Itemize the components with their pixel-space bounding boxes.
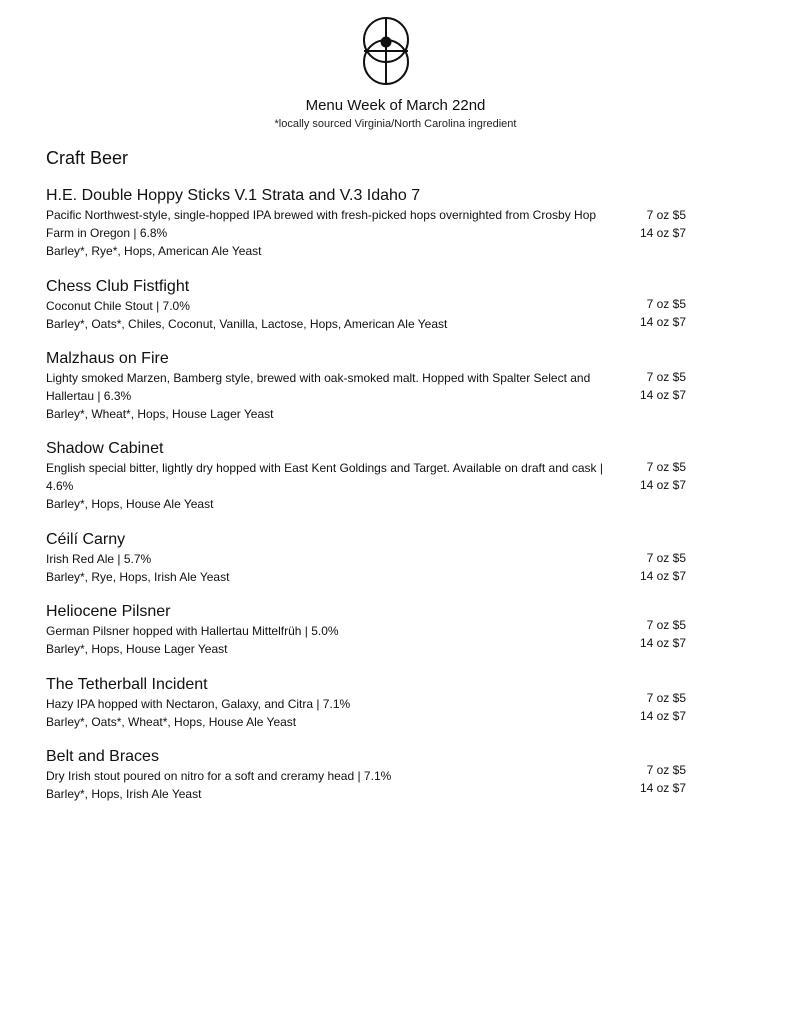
price-small: 7 oz $5 [646, 618, 686, 632]
beer-ingredients: Barley*, Rye, Hops, Irish Ale Yeast [46, 570, 230, 584]
beer-prices [606, 689, 686, 725]
beer-name: Chess Club Fistfight [46, 278, 190, 295]
menu-subtitle: *locally sourced Virginia/North Carolina ingredient [274, 118, 517, 130]
beer-prices [606, 458, 686, 494]
price-large: 14 oz $7 [639, 781, 686, 795]
price-large: 14 oz $7 [639, 709, 686, 723]
section-title-craft-beer: Craft Beer [46, 148, 129, 168]
beer-name: Céilí Carny [46, 531, 126, 548]
beer-prices [606, 295, 686, 331]
price-small: 7 oz $5 [646, 297, 686, 311]
price-small: 7 oz $5 [646, 691, 686, 705]
price-large: 14 oz $7 [639, 636, 686, 650]
beer-prices [606, 761, 686, 797]
menu-title: Menu Week of March 22nd [305, 97, 486, 114]
price-large: 14 oz $7 [639, 388, 686, 402]
brewery-logo-icon [361, 17, 411, 85]
beer-description: Coconut Chile Stout | 7.0% [46, 299, 190, 313]
price-large: 14 oz $7 [639, 569, 686, 583]
beer-ingredients: Barley*, Oats*, Wheat*, Hops, House Ale Yeast [46, 715, 297, 729]
beer-description: Irish Red Ale | 5.7% [46, 552, 152, 566]
beer-ingredients: Barley*, Hops, Irish Ale Yeast [46, 787, 202, 801]
beer-description: Pacific Northwest-style, single-hopped IPA brewed with fresh-picked hops overnighted from Crosby Hop Farm in Oregon | 6.8% [46, 208, 597, 240]
price-small: 7 oz $5 [646, 460, 686, 474]
beer-name: Belt and Braces [46, 748, 159, 765]
beer-name: Shadow Cabinet [46, 440, 164, 457]
beer-ingredients: Barley*, Hops, House Ale Yeast [46, 497, 214, 511]
beer-description: English special bitter, lightly dry hopped with East Kent Goldings and Target. Available on draft and cask | 4.6% [46, 461, 604, 493]
beer-ingredients: Barley*, Oats*, Chiles, Coconut, Vanilla, Lactose, Hops, American Ale Yeast [46, 317, 448, 331]
beer-ingredients: Barley*, Wheat*, Hops, House Lager Yeast [46, 407, 274, 421]
price-small: 7 oz $5 [646, 208, 686, 222]
beer-prices [606, 549, 686, 585]
beer-name: H.E. Double Hoppy Sticks V.1 Strata and V.3 Idaho 7 [46, 187, 421, 204]
beer-name: The Tetherball Incident [46, 676, 208, 693]
price-large: 14 oz $7 [639, 315, 686, 329]
beer-description: Dry Irish stout poured on nitro for a soft and creramy head | 7.1% [46, 769, 392, 783]
price-small: 7 oz $5 [646, 763, 686, 777]
beer-prices [606, 616, 686, 652]
beer-ingredients: Barley*, Hops, House Lager Yeast [46, 642, 228, 656]
beer-ingredients: Barley*, Rye*, Hops, American Ale Yeast [46, 244, 262, 258]
beer-description: German Pilsner hopped with Hallertau Mittelfrüh | 5.0% [46, 624, 339, 638]
price-large: 14 oz $7 [639, 478, 686, 492]
beer-name: Heliocene Pilsner [46, 603, 171, 620]
beer-name: Malzhaus on Fire [46, 350, 169, 367]
price-small: 7 oz $5 [646, 370, 686, 384]
beer-prices [606, 206, 686, 242]
beer-prices [606, 368, 686, 404]
beer-description: Hazy IPA hopped with Nectaron, Galaxy, and Citra | 7.1% [46, 697, 351, 711]
price-large: 14 oz $7 [639, 226, 686, 240]
beer-description: Lighty smoked Marzen, Bamberg style, brewed with oak-smoked malt. Hopped with Spalter Select and Hallertau | 6.3% [46, 371, 591, 403]
price-small: 7 oz $5 [646, 551, 686, 565]
